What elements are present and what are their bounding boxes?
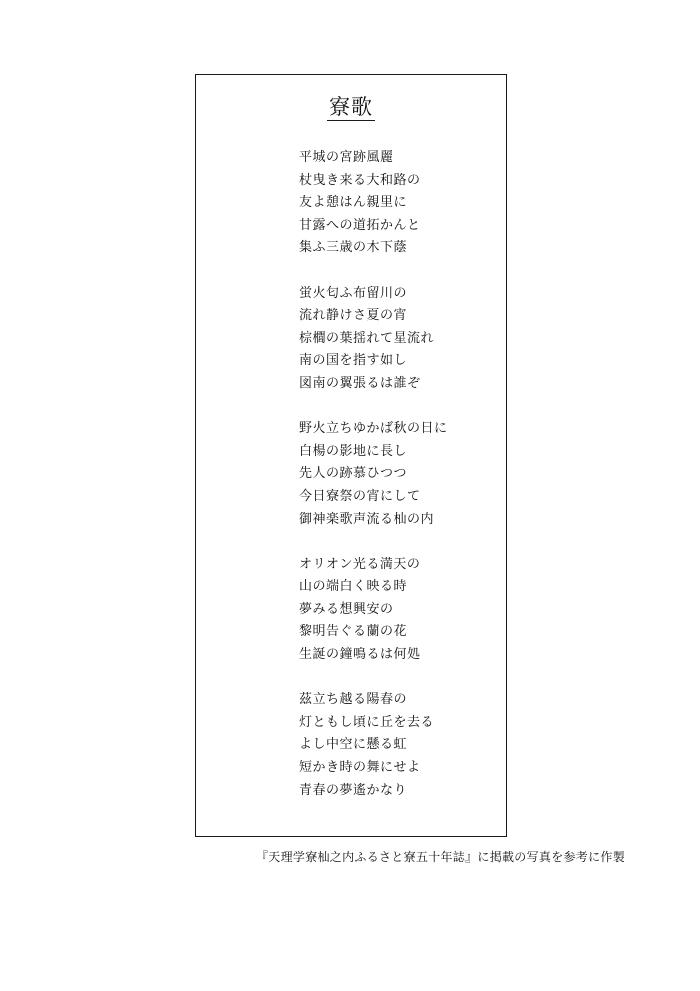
verse-5 bbox=[299, 689, 448, 802]
verse-line: 平城の宮跡風麗 bbox=[299, 150, 394, 165]
verse-line: 杖曳き来る大和路の bbox=[299, 172, 421, 188]
verse-line: 白楊の影地に長し bbox=[299, 443, 408, 459]
verse-line: 集ふ三歳の木下蔭 bbox=[299, 240, 408, 256]
verse-line: 青春の夢遙かなり bbox=[299, 782, 408, 798]
verse-line: 野火立ちゆかば秋の日に bbox=[299, 421, 448, 437]
verse-line: 茲立ち越る陽春の bbox=[299, 692, 408, 708]
song-title bbox=[196, 93, 506, 121]
verse-line: 流れ静けさ夏の宵 bbox=[299, 308, 408, 324]
verse-line: 山の端白く映る時 bbox=[299, 579, 408, 595]
verse-2 bbox=[299, 283, 448, 396]
verse-line: 図南の翼張るは誰ぞ bbox=[299, 375, 421, 391]
verse-3 bbox=[299, 418, 448, 531]
verse-line: 棕櫚の葉揺れて星流れ bbox=[299, 330, 435, 346]
verse-4 bbox=[299, 554, 448, 667]
verse-line: 灯ともし頃に丘を去る bbox=[299, 714, 435, 730]
verse-line: 甘露への道拓かんと bbox=[299, 217, 421, 233]
verse-line: 御神楽歌声流る杣の内 bbox=[299, 511, 435, 527]
song-frame bbox=[195, 74, 507, 837]
song-title-text: 寮歌 bbox=[329, 95, 373, 119]
verse-line: 短かき時の舞にせよ bbox=[299, 760, 421, 776]
verse-line: オリオン光る満天の bbox=[299, 556, 421, 572]
verse-1 bbox=[299, 147, 448, 260]
verse-line: 夢みる想興安の bbox=[299, 601, 394, 617]
source-caption: 『天理学寮杣之内ふるさと寮五十年誌』に掲載の写真を参考に作製 bbox=[256, 850, 626, 864]
verse-line: 黎明告ぐる蘭の花 bbox=[299, 624, 408, 640]
verse-line: 蛍火匂ふ布留川の bbox=[299, 285, 408, 301]
verse-line: 今日寮祭の宵にして bbox=[299, 488, 421, 504]
verse-line: よし中空に懸る虹 bbox=[299, 737, 408, 753]
verse-line: 友よ憩はん親里に bbox=[299, 195, 408, 211]
verse-line: 先人の跡慕ひつつ bbox=[299, 466, 408, 482]
lyrics-body bbox=[299, 147, 448, 825]
verse-line: 南の国を指す如し bbox=[299, 353, 408, 369]
verse-line: 生誕の鐘鳴るは何処 bbox=[299, 647, 421, 663]
